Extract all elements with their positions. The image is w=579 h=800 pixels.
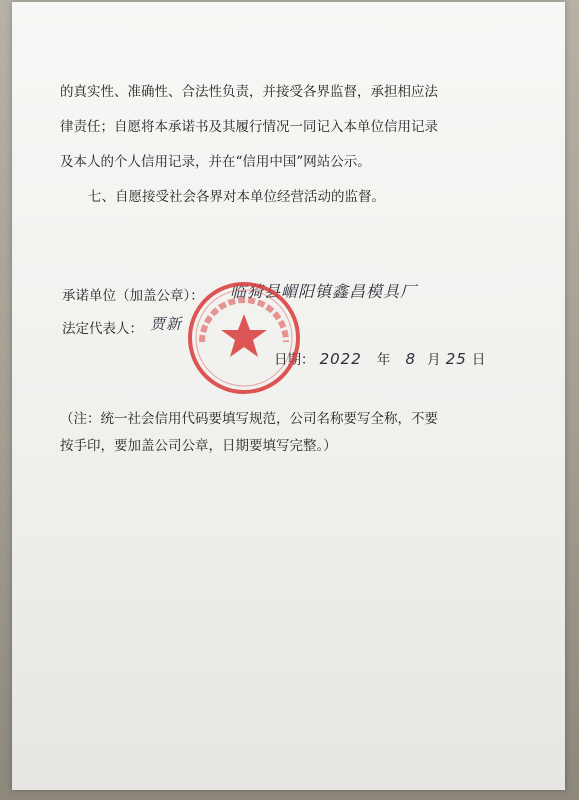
date-month: 8 [405, 350, 417, 368]
document-page [12, 2, 565, 790]
seal-star-icon [221, 314, 267, 357]
note-line-2: 按手印，要加盖公司公章，日期要填写完整。） [60, 438, 337, 454]
date-month-unit: 月 [427, 352, 441, 368]
legal-rep-label: 法定代表人： [62, 321, 143, 337]
date-day-unit: 日 [471, 352, 486, 368]
body-line-1: 的真实性、准确性、合法性负责，并接受各界监督，承担相应法 [60, 84, 438, 100]
body-line-2: 律责任；自愿将本承诺书及其履行情况一同记入本单位信用记录 [60, 119, 438, 135]
date-day: 25 [445, 350, 467, 368]
seal-graphic [182, 280, 307, 400]
unit-label: 承诺单位（加盖公章）： [62, 288, 204, 304]
body-line-4: 七、自愿接受社会各界对本单位经营活动的监督。 [88, 189, 385, 205]
body-line-3: 及本人的个人信用记录，并在“信用中国”网站公示。 [60, 154, 371, 170]
date-year-unit: 年 [376, 352, 391, 368]
legal-rep-signature: 贾新 [150, 315, 183, 333]
unit-handwritten-name: 临猗县嵋阳镇鑫昌模具厂 [230, 282, 418, 301]
date-label: 日期： [274, 352, 315, 368]
note-line-1: （注：统一社会信用代码要填写规范，公司名称要写全称，不要 [60, 411, 438, 427]
company-seal [182, 280, 307, 400]
date-year: 2022 [319, 350, 362, 368]
